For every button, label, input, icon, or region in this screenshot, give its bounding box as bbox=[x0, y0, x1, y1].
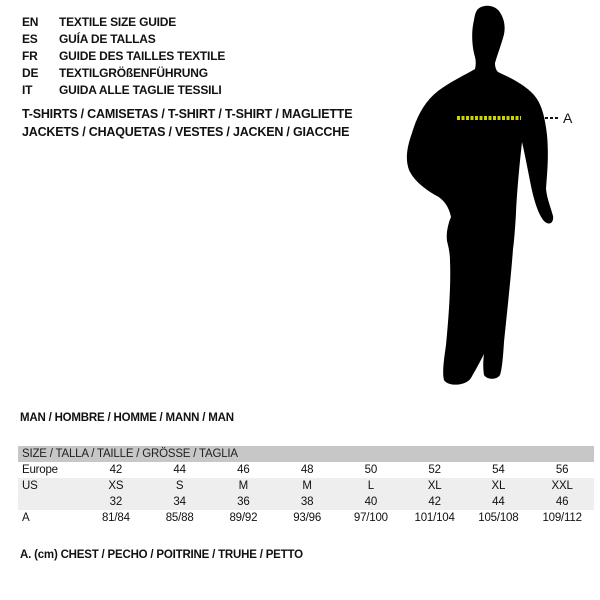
language-code: IT bbox=[22, 82, 33, 97]
size-cell: L bbox=[367, 480, 374, 492]
size-cell: 101/104 bbox=[414, 512, 455, 524]
language-row-fr bbox=[22, 47, 225, 64]
size-cell: 54 bbox=[492, 464, 505, 476]
row-label: A bbox=[22, 512, 30, 524]
category-line-tshirts: T-SHIRTS / CAMISETAS / T-SHIRT / T-SHIRT / MAGLIETTE bbox=[22, 107, 353, 121]
language-label: GUIDE DES TAILLES TEXTILE bbox=[59, 48, 226, 63]
size-cell: 56 bbox=[555, 464, 569, 476]
size-cell: 97/100 bbox=[353, 512, 388, 524]
language-code: ES bbox=[22, 31, 38, 46]
size-cell: XS bbox=[108, 480, 124, 492]
category-titles bbox=[22, 105, 352, 141]
size-cell: 48 bbox=[300, 464, 314, 476]
size-cell: XXL bbox=[551, 480, 573, 492]
table-row-chest bbox=[18, 510, 594, 526]
size-cell: S bbox=[175, 480, 184, 492]
man-silhouette-figure bbox=[395, 0, 600, 400]
size-cell: 81/84 bbox=[101, 512, 130, 524]
size-cell: 40 bbox=[364, 496, 378, 508]
category-line-jackets: JACKETS / CHAQUETAS / VESTES / JACKEN / GIACCHE bbox=[22, 125, 350, 139]
language-label: TEXTILE SIZE GUIDE bbox=[59, 14, 177, 29]
size-cell: 42 bbox=[428, 496, 441, 508]
size-table bbox=[18, 446, 594, 526]
row-label: US bbox=[22, 480, 38, 492]
size-cell: 85/88 bbox=[165, 512, 194, 524]
size-cell: 46 bbox=[555, 496, 569, 508]
language-code: DE bbox=[22, 65, 39, 80]
size-cell: 46 bbox=[237, 464, 250, 476]
size-cell: XL bbox=[427, 480, 442, 492]
size-cell: 52 bbox=[428, 464, 441, 476]
size-cell: 34 bbox=[173, 496, 186, 508]
table-row-europe bbox=[18, 462, 594, 478]
language-code: EN bbox=[22, 14, 39, 29]
table-row-us bbox=[18, 478, 594, 494]
size-cell: 109/112 bbox=[542, 512, 582, 524]
measurement-footnote: A. (cm) CHEST / PECHO / POITRINE / TRUHE / PETTO bbox=[20, 549, 303, 561]
size-cell: 36 bbox=[237, 496, 250, 508]
table-row-us-numeric bbox=[18, 494, 594, 510]
language-list bbox=[22, 13, 225, 98]
measure-label-a: A bbox=[563, 110, 573, 126]
size-cell: 50 bbox=[364, 464, 378, 476]
language-row-en bbox=[22, 13, 225, 30]
size-cell: 32 bbox=[109, 496, 123, 508]
language-label: TEXTILGRÖßENFÜHRUNG bbox=[59, 65, 208, 80]
language-code: FR bbox=[22, 48, 38, 63]
size-cell: 89/92 bbox=[229, 512, 258, 524]
size-cell: M bbox=[302, 480, 312, 492]
size-cell: 44 bbox=[173, 464, 186, 476]
size-cell: 105/108 bbox=[478, 512, 519, 524]
language-label: GUIDA ALLE TAGLIE TESSILI bbox=[59, 82, 222, 97]
section-title: MAN / HOMBRE / HOMME / MANN / MAN bbox=[20, 412, 234, 424]
row-label: Europe bbox=[22, 464, 58, 476]
row-label bbox=[18, 494, 84, 510]
language-row-de bbox=[22, 64, 225, 81]
size-cell: 44 bbox=[492, 496, 505, 508]
size-cell: 38 bbox=[300, 496, 314, 508]
size-cell: M bbox=[238, 480, 249, 492]
language-row-it bbox=[22, 81, 225, 98]
man-silhouette bbox=[407, 6, 553, 385]
language-label: GUÍA DE TALLAS bbox=[59, 31, 156, 46]
size-table-header: SIZE / TALLA / TAILLE / GRÖSSE / TAGLIA bbox=[18, 446, 594, 462]
size-cell: 93/96 bbox=[293, 512, 322, 524]
language-row-es bbox=[22, 30, 225, 47]
size-cell: 42 bbox=[109, 464, 123, 476]
size-cell: XL bbox=[491, 480, 506, 492]
